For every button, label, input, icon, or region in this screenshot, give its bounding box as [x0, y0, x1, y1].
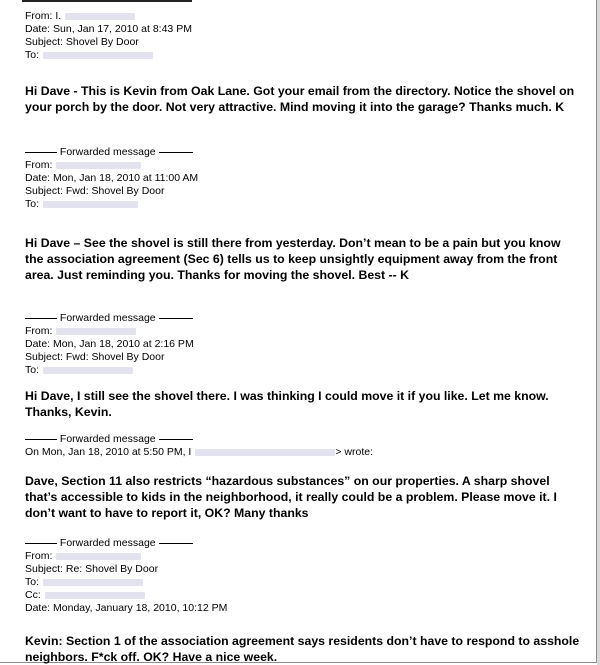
email-3-subject: Subject: Fwd: Shovel By Door — [25, 351, 165, 363]
email-2-from — [25, 159, 198, 172]
email-1-body: Hi Dave - This is Kevin from Oak Lane. Got your email from the directory. Notice the shovel on your porch by the door. Not very attractive. Mind moving it into the garage? Thanks much. K — [25, 84, 575, 114]
email-4-header — [25, 433, 373, 459]
email-1-date: Date: Sun, Jan 17, 2010 at 8:43 PM — [25, 23, 192, 35]
email-2-body: Hi Dave – See the shovel is still there from yesterday. Don’t mean to be a pain but you know the association agreement (Sec 6) tells us to keep unsightly equipment away from the front area. Just reminding you. Thanks for moving the shovel. Best -- K — [25, 236, 561, 282]
redaction — [45, 592, 145, 599]
redaction — [43, 52, 153, 59]
to-label: To: — [25, 364, 40, 376]
email-4-forwarded — [25, 433, 373, 446]
email-4-body: Dave, Section 11 also restricts “hazardous substances” on our properties. A sharp shovel that’s accessible to kids in the neighborhood, it really could be a problem. Please move it. I don’t want to have to report it, OK? Many thanks — [25, 474, 557, 520]
to-label: To: — [25, 49, 40, 61]
email-5-date: Date: Monday, January 18, 2010, 10:12 PM — [25, 602, 228, 614]
top-divider — [22, 0, 192, 2]
email-1-to — [25, 49, 192, 62]
email-3-to — [25, 364, 194, 377]
from-label: From: — [25, 550, 53, 562]
email-1-subject: Subject: Shovel By Door — [25, 36, 139, 48]
forwarded-label: Forwarded message — [59, 146, 156, 158]
redaction — [43, 579, 143, 586]
cc-label: Cc: — [25, 589, 41, 601]
redaction — [43, 367, 133, 374]
email-2-subject: Subject: Fwd: Shovel By Door — [25, 185, 165, 197]
forwarded-label: Forwarded message — [59, 537, 156, 549]
forwarded-label: Forwarded message — [59, 312, 156, 324]
redaction — [65, 13, 135, 20]
email-2-forwarded — [25, 146, 198, 159]
forwarded-label: Forwarded message — [59, 433, 156, 445]
redaction — [56, 162, 141, 169]
on-line-start: On Mon, Jan 18, 2010 at 5:50 PM, I — [25, 446, 192, 458]
to-label: To: — [25, 576, 40, 588]
email-2-date: Date: Mon, Jan 18, 2010 at 11:00 AM — [25, 172, 199, 184]
from-label: From: I. — [25, 10, 62, 22]
email-1-from — [25, 10, 192, 23]
to-label: To: — [25, 198, 40, 210]
email-5-subject: Subject: Re: Shovel By Door — [25, 563, 159, 575]
email-5-from — [25, 550, 227, 563]
email-2-header — [25, 146, 198, 211]
from-label: From: — [25, 159, 53, 171]
email-4-on-line — [25, 446, 373, 459]
email-2-to — [25, 198, 198, 211]
email-3-body: Hi Dave, I still see the shovel there. I was thinking I could move it if you like. Let me know. Thanks, Kevin. — [25, 389, 549, 419]
from-label: From: — [25, 325, 53, 337]
email-5-forwarded — [25, 537, 227, 550]
email-5-body: Kevin: Section 1 of the association agreement says residents don’t have to respond to asshole neighbors. F*ck off. OK? Have a nice week. — [25, 634, 580, 664]
email-5-to — [25, 576, 227, 589]
redaction — [56, 328, 136, 335]
email-3-header — [25, 312, 194, 377]
redaction — [195, 449, 335, 456]
on-line-end: > wrote: — [335, 446, 374, 458]
redaction — [43, 201, 138, 208]
email-3-date: Date: Mon, Jan 18, 2010 at 2:16 PM — [25, 338, 194, 350]
email-1-header — [25, 10, 192, 62]
email-3-forwarded — [25, 312, 194, 325]
email-3-from — [25, 325, 194, 338]
email-5-cc — [25, 589, 227, 602]
redaction — [56, 553, 141, 560]
email-5-header — [25, 537, 227, 615]
